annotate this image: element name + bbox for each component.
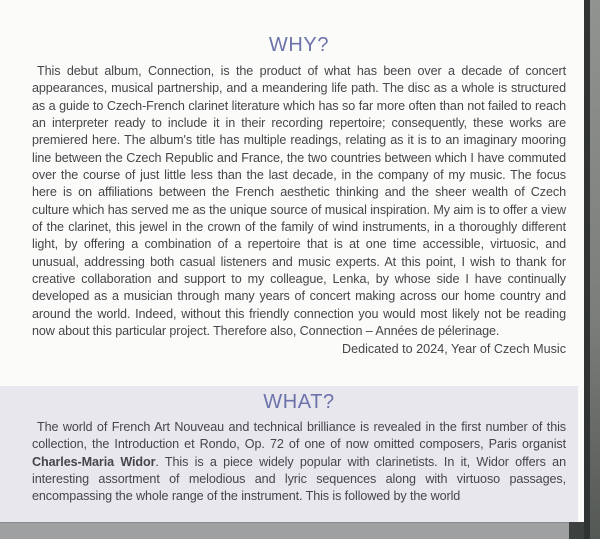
what-section-inner bbox=[0, 386, 578, 506]
scan-bottom-strip bbox=[0, 522, 600, 539]
why-section bbox=[32, 34, 566, 358]
what-section bbox=[0, 386, 578, 522]
what-paragraph-text-before: The world of French Art Nouveau and technical brilliance is revealed in the first number of this collection, the Introduction et Rondo, Op. 72 of one of now omitted composers, Paris organist bbox=[32, 420, 566, 452]
what-heading: WHAT? bbox=[263, 391, 335, 413]
what-paragraph bbox=[32, 419, 566, 506]
what-paragraph-text-after: . This is a piece widely popular with clarinetists. In it, Widor offers an interesting assortment of melodious and lyric sequences along with virtuoso passages, encompassing the whole range of the instrument. This is followed by the world bbox=[32, 454, 566, 504]
why-heading: WHY? bbox=[268, 34, 330, 56]
dedication-line: Dedicated to 2024, Year of Czech Music bbox=[341, 341, 566, 356]
composer-name: Charles-Maria Widor bbox=[32, 454, 156, 469]
scan-background-strip bbox=[590, 0, 600, 539]
why-paragraph: This debut album, Connection, is the product of what has been over a decade of concert appearances, musical partnership, and a meandering life path. The disc as a whole is structured as a guide to Czech-French clarinet literature which has so far more often than not failed to reach an interpreter ready to include it in their recording repertoire; consequently, these works are premiered here. The album's title has multiple readings, relating as it is to an imaginary mooring line between the Czech Republic and France, the two countries between which I have commuted over the course of just little less than the last decade, in the company of my music. The focus here is on affiliations between the French aesthetic thinking and the sheer wealth of Czech culture which has served me as the unique source of musical inspiration. My aim is to offer a view of the clarinet, this jewel in the crown of the family of wind instruments, in a thoroughly different light, by offering a combination of a repertoire that is at one time accessible, virtuosic, and unusual, addressing both casual listeners and music experts. At this point, I wish to thank for creative collaboration and support to my colleague, Lenka, by whose side I have continually developed as a musician through many years of concert making across our home country and around the world. Indeed, without this friendly connection you would most likely not be reading now about this particular project. Therefore also, Connection – Années de pélerinage. bbox=[32, 64, 566, 339]
